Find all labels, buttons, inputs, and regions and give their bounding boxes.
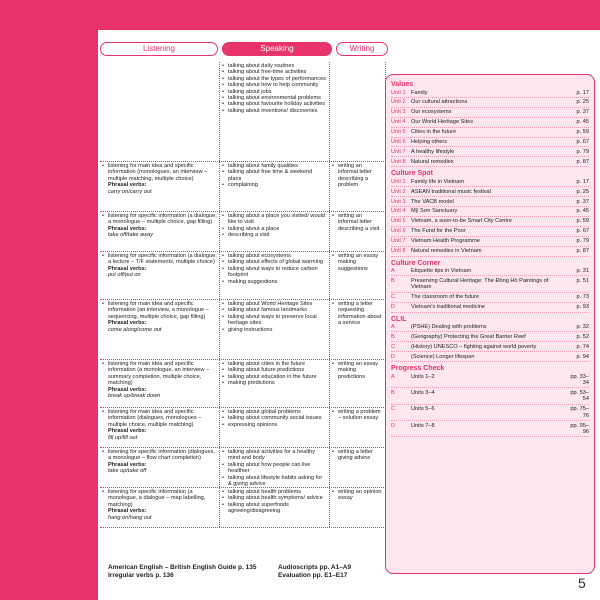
tab-writing: Writing <box>336 42 388 56</box>
speak-item: • talking about cities in the future <box>222 361 327 367</box>
sidebar-entry <box>391 304 589 312</box>
sidebar-entry-text: ASEAN traditional music festival <box>411 188 491 195</box>
speak-item: • talking about a place <box>222 226 327 232</box>
sidebar-entry-tag: C <box>391 343 396 350</box>
sidebar-entry-page: p. 67 <box>576 139 589 146</box>
speak-cell <box>220 300 330 359</box>
sidebar-entry <box>391 218 589 226</box>
sidebar-entry-page: p. 37 <box>576 109 589 116</box>
sidebar-entry-text: The VACB model <box>411 198 454 205</box>
sidebar-entry-page: pp. 75–76 <box>570 406 589 419</box>
sidebar-entry-tag: Unit 8 <box>391 248 406 255</box>
sidebar-entry <box>391 129 589 137</box>
phrasal-verbs-value: take up/take off <box>108 468 147 475</box>
sidebar-entry <box>391 149 589 157</box>
listen-item: • listening for main idea and specific information (monologues, an interview – multiple matching, multiple choice) <box>102 163 217 182</box>
phrasal-verbs-label: Phrasal verbs: <box>108 320 147 327</box>
sidebar-entry-tag: D <box>391 422 396 429</box>
sidebar-entry-page: p. 52 <box>576 333 589 340</box>
speak-item: • talking about a place you visited/ would like to visit <box>222 213 327 226</box>
sidebar-entry-tag: B <box>391 277 395 284</box>
speak-item: • talking about global problems <box>222 409 327 415</box>
sidebar-entry-tag: D <box>391 353 396 360</box>
speak-item: • talking about health symptoms/ advice <box>222 495 327 501</box>
write-cell <box>330 252 386 299</box>
phrasal-verbs-label: Phrasal verbs: <box>108 225 147 232</box>
sidebar-entry <box>391 228 589 236</box>
speak-cell <box>220 252 330 299</box>
sidebar-entry-text: (Science) Longer lifespan <box>411 353 475 360</box>
sidebar-section-title: Values <box>391 81 414 88</box>
phrasal-verbs-label: Phrasal verbs: <box>108 182 147 189</box>
sidebar-entry <box>391 208 589 216</box>
write-cell <box>330 488 386 527</box>
sidebar-entry-tag: Unit 7 <box>391 148 406 155</box>
footer-irregular: Irregular verbs p. 136 <box>108 572 174 579</box>
speak-item: • describing a visit <box>222 232 327 238</box>
phrasal-verbs-value: fill up/fill out <box>108 434 138 441</box>
listen-cell <box>100 162 220 211</box>
speak-item: • talking about effects of global warming <box>222 259 327 265</box>
sidebar-entry-text: Units 3–4 <box>411 389 435 396</box>
sidebar-entry-text: A healthy lifestyle <box>411 148 455 155</box>
sidebar-entry-page: p. 73 <box>576 294 589 301</box>
speak-item: • talking about lifestyle habits asking for & giving advice <box>222 475 327 488</box>
column-headers <box>100 42 380 58</box>
speak-item: • talking about family qualities <box>222 163 327 169</box>
sidebar-entry-text: Our ecosystems <box>411 109 452 116</box>
write-item: • writing an essay making suggestions <box>332 253 383 272</box>
sidebar-entry-page: p. 87 <box>576 248 589 255</box>
phrasal-verbs-value: put off/put on <box>108 272 141 279</box>
speak-item: • complaining <box>222 182 327 188</box>
sidebar-entry-text: The Fund for the Poor <box>411 228 466 235</box>
sidebar-entry-text: Vietnam, a soon-to-be Smart City Centre <box>411 218 512 225</box>
sidebar-entry-page: p. 37 <box>576 198 589 205</box>
sidebar-entry-text: Family <box>411 89 428 96</box>
speak-item: • talking about health problems <box>222 489 327 495</box>
speak-item: • talking about ways to preserve local heritage sites <box>222 314 327 327</box>
sidebar-entry-text: Mỹ Sơn Sanctuary <box>411 208 458 215</box>
phrasal-verbs-value: hang on/hang out <box>108 514 152 521</box>
page-number: 5 <box>578 575 586 591</box>
listen-item: • listening for specific information (dialogues, a monologue – flow chart completion) <box>102 449 217 462</box>
sidebar-entry-page: p. 45 <box>576 119 589 126</box>
speak-item: • talking about free-time activities <box>222 69 327 75</box>
listen-item: • listening for main idea and specific information (dialogues, monologues – multiple choice, multiple matching) <box>102 409 217 428</box>
sidebar-entry-text: Our World Heritage Sites <box>411 119 474 126</box>
phrasal-verbs-value: carry on/carry out <box>108 188 152 195</box>
sidebar-entry-tag: Unit 3 <box>391 109 406 116</box>
sidebar-entry <box>391 238 589 246</box>
listen-item: • listening for specific information (a monologue, a dialogue – map labelling, matching) <box>102 489 217 508</box>
speak-cell <box>220 62 330 161</box>
listen-cell <box>100 488 220 527</box>
speak-item: • talking about education in the future <box>222 374 327 380</box>
sidebar-entry <box>391 199 589 207</box>
sidebar-entry <box>391 390 589 405</box>
page-sheet <box>98 30 600 600</box>
speak-cell <box>220 448 330 487</box>
sidebar-entry-text: Etiquette tips in Vietnam <box>411 268 472 274</box>
speak-item: • talking about superfoods agreeing/disagreeing <box>222 502 327 515</box>
write-item: • writing an essay making predictions <box>332 361 383 380</box>
write-item: • writing a letter requesting information about a service <box>332 301 383 327</box>
sidebar-entry-text: Units 7–8 <box>411 422 435 429</box>
sidebar-entry-page: p. 59 <box>576 218 589 225</box>
sidebar-entry-text: Vietnam's traditional medicine <box>411 304 486 311</box>
sidebar-entry-text: Preserving Cultural Heritage: The Đông Hồ Paintings of Vietnam <box>411 277 549 291</box>
footer-guide: American English – British English Guide p. 135 <box>108 564 257 571</box>
sidebar-entry-page: p. 67 <box>576 228 589 235</box>
sidebar-entry-text: Units 1–2 <box>411 373 435 380</box>
sidebar-entry <box>391 159 589 167</box>
speak-item: • making suggestions <box>222 279 327 285</box>
footer-audioscripts: Audioscripts pp. A1–A9 <box>278 564 352 571</box>
sidebar-entry-text: (Geography) Protecting the Great Barrier Reef <box>411 333 526 340</box>
footer <box>108 564 408 594</box>
sidebar-entry-page: p. 25 <box>576 188 589 195</box>
sidebar-section-title: Culture Corner <box>391 259 441 267</box>
sidebar-entry <box>391 90 589 98</box>
speak-item: • talking about how people can live healthier <box>222 462 327 475</box>
speak-item: • making predictions <box>222 380 327 386</box>
write-item: • writing an opinion essay <box>332 489 383 502</box>
listen-item: • listening for main idea and specific information (a monologue, an interview – summary completion, multiple choice, matching) <box>102 361 217 387</box>
sidebar-entry-text: (History) UNESCO – fighting against world poverty <box>411 343 537 350</box>
phrasal-verbs-label: Phrasal verbs: <box>108 461 147 468</box>
sidebar-entry-tag: Unit 1 <box>391 89 406 96</box>
speak-item: • talking about the types of performances <box>222 76 327 82</box>
sidebar-entry-page: p. 31 <box>576 268 589 274</box>
sidebar-entry-text: The classroom of the future <box>411 294 480 301</box>
sidebar-entry-text: (PSHE) Dealing with problems <box>411 324 487 331</box>
sidebar-entry-page: p. 79 <box>576 238 589 245</box>
sidebar-entry-tag: Unit 2 <box>391 188 406 195</box>
sidebar-entry <box>391 334 589 342</box>
listen-item: • listening for main idea and specific information (an interview, a monologue – sequencing, multiple choice, gap filling) <box>102 301 217 320</box>
write-cell <box>330 360 386 407</box>
sidebar-entry-page: p. 74 <box>576 343 589 350</box>
phrasal-verbs-label: Phrasal verbs: <box>108 508 147 515</box>
write-item: • writing an informal letter describing a visit <box>332 213 383 232</box>
sidebar-section-title: Progress Check <box>391 365 445 373</box>
sidebar-entry-text: Natural remedies in Vietnam <box>411 248 482 255</box>
sidebar-entry <box>391 189 589 197</box>
speak-item: • talking about World Heritage Sites <box>222 301 327 307</box>
speak-cell <box>220 488 330 527</box>
sidebar-entry-text: Natural remedies <box>411 158 454 165</box>
sidebar-entry <box>391 278 589 293</box>
listen-cell <box>100 448 220 487</box>
sidebar-entry-page: p. 32 <box>576 324 589 331</box>
sidebar-entry <box>391 344 589 352</box>
sidebar-entry-tag: A <box>391 324 395 331</box>
phrasal-verbs-label: Phrasal verbs: <box>108 428 147 435</box>
sidebar-entry-tag: Unit 8 <box>391 158 406 165</box>
listen-cell <box>100 62 220 161</box>
sidebar-entry-page: pp. 95–96 <box>570 422 589 435</box>
sidebar-entry-page: p. 17 <box>576 89 589 96</box>
sidebar-entry-text: Units 5–6 <box>411 406 435 413</box>
listen-item: • listening for specific information (a dialogue, a monologue – multiple choice, gap filling) <box>102 213 217 226</box>
sidebar-entry <box>391 179 589 187</box>
sidebar-entry-text: Helping others <box>411 139 448 146</box>
sidebar-entry-tag: Unit 5 <box>391 129 406 136</box>
speak-item: • expressing opinions <box>222 422 327 428</box>
sidebar-entry-text: Vietnam Health Programme <box>411 238 480 245</box>
sidebar-entry-tag: Unit 3 <box>391 198 406 205</box>
sidebar-entry-tag: D <box>391 304 396 311</box>
speak-item: • talking about daily routines <box>222 63 327 69</box>
sidebar-entry-tag: Unit 7 <box>391 238 406 245</box>
write-item: • writing a letter giving advice <box>332 449 383 462</box>
tab-speaking: Speaking <box>222 42 332 56</box>
phrasal-verbs-label: Phrasal verbs: <box>108 265 147 272</box>
sidebar-entry <box>391 119 589 127</box>
sidebar-entry-tag: Unit 4 <box>391 208 406 215</box>
sidebar-entry <box>391 248 589 256</box>
listen-cell <box>100 408 220 447</box>
sidebar-entry-page: pp. 53–54 <box>570 389 589 403</box>
sidebar-entry-page: p. 59 <box>576 129 589 136</box>
speak-item: • talking about future predictions <box>222 367 327 373</box>
speak-item: • talking about ecosystems <box>222 253 327 259</box>
speak-item: • talking about how to help community <box>222 82 327 88</box>
sidebar-section-title: CLIL <box>391 315 407 323</box>
sidebar-entry <box>391 139 589 147</box>
listen-cell <box>100 212 220 251</box>
speak-cell <box>220 360 330 407</box>
write-item: • writing a problem – solution essay <box>332 409 383 422</box>
speak-cell <box>220 212 330 251</box>
sidebar-entry <box>391 268 589 276</box>
write-cell <box>330 448 386 487</box>
speak-cell <box>220 162 330 211</box>
speak-item: • talking about ways to reduce carbon footprint <box>222 266 327 279</box>
sidebar-entry <box>391 109 589 117</box>
write-cell <box>330 408 386 447</box>
sidebar-entry-page: p. 25 <box>576 99 589 106</box>
write-cell <box>330 212 386 251</box>
sidebar-entry-text: Cities in the future <box>411 129 457 136</box>
sidebar-entry <box>391 374 589 389</box>
sidebar-entry-tag: C <box>391 294 396 301</box>
sidebar-entry-tag: C <box>391 406 396 413</box>
speak-item: • giving instructions <box>222 327 327 333</box>
listen-cell <box>100 252 220 299</box>
sidebar-entry-text: Family life in Vietnam <box>411 178 465 185</box>
sidebar-entry-tag: Unit 6 <box>391 139 406 146</box>
sidebar-entry-page: p. 79 <box>576 148 589 155</box>
sidebar-entry-tag: Unit 4 <box>391 119 406 126</box>
listen-item: • listening for specific information (a dialogue, a lecture – T/F statements, multiple choice) <box>102 253 217 266</box>
contents-sidebar <box>385 74 595 574</box>
sidebar-entry <box>391 354 589 362</box>
speak-item: • talking about jobs <box>222 89 327 95</box>
write-cell <box>330 162 386 211</box>
sidebar-section-title: Culture Spot <box>391 170 433 178</box>
sidebar-entry-page: p. 45 <box>576 208 589 215</box>
sidebar-entry-page: p. 94 <box>576 353 589 360</box>
speak-item: • talking about inventions/ discoveries <box>222 108 327 114</box>
speak-item: • talking about free time & weekend plans <box>222 169 327 182</box>
footer-evaluation: Evaluation pp. E1–E17 <box>278 572 348 579</box>
speak-item: • talking about famous landmarks <box>222 307 327 313</box>
phrasal-verbs-label: Phrasal verbs: <box>108 386 147 393</box>
sidebar-entry <box>391 99 589 107</box>
write-item: • writing an informal letter describing a problem <box>332 163 383 189</box>
speak-item: • talking about environmental problems <box>222 95 327 101</box>
write-cell <box>330 300 386 359</box>
sidebar-entry-page: p. 17 <box>576 178 589 185</box>
phrasal-verbs-value: break up/break down <box>108 393 161 400</box>
sidebar-entry-tag: Unit 1 <box>391 178 406 185</box>
sidebar-entry <box>391 423 589 438</box>
speak-item: • talking about activities for a healthy mind and body <box>222 449 327 462</box>
sidebar-entry-tag: B <box>391 333 395 340</box>
listen-cell <box>100 300 220 359</box>
sidebar-entry-tag: Unit 2 <box>391 99 406 106</box>
sidebar-entry-page: p. 87 <box>576 158 589 165</box>
sidebar-entry <box>391 406 589 421</box>
speak-item: • talking about community social issues <box>222 415 327 421</box>
sidebar-entry-page: p. 51 <box>576 277 589 284</box>
sidebar-entry-tag: Unit 5 <box>391 218 406 225</box>
speak-cell <box>220 408 330 447</box>
sidebar-entry <box>391 294 589 302</box>
speak-item: • talking about favourite holiday activities <box>222 101 327 107</box>
phrasal-verbs-value: take off/take away <box>108 232 154 239</box>
sidebar-entry-tag: B <box>391 389 395 396</box>
sidebar-entry <box>391 324 589 332</box>
sidebar-entry-page: pp. 33–34 <box>570 373 589 387</box>
tab-listening: Listening <box>100 42 218 56</box>
write-cell <box>330 62 386 161</box>
sidebar-entry-page: p. 93 <box>576 304 589 311</box>
sidebar-entry-tag: Unit 6 <box>391 228 406 235</box>
phrasal-verbs-value: come along/come out <box>108 326 162 333</box>
sidebar-entry-text: Our cultural attractions <box>411 99 468 106</box>
sidebar-entry-tag: A <box>391 373 395 380</box>
listen-cell <box>100 360 220 407</box>
sidebar-entry-tag: A <box>391 268 395 274</box>
